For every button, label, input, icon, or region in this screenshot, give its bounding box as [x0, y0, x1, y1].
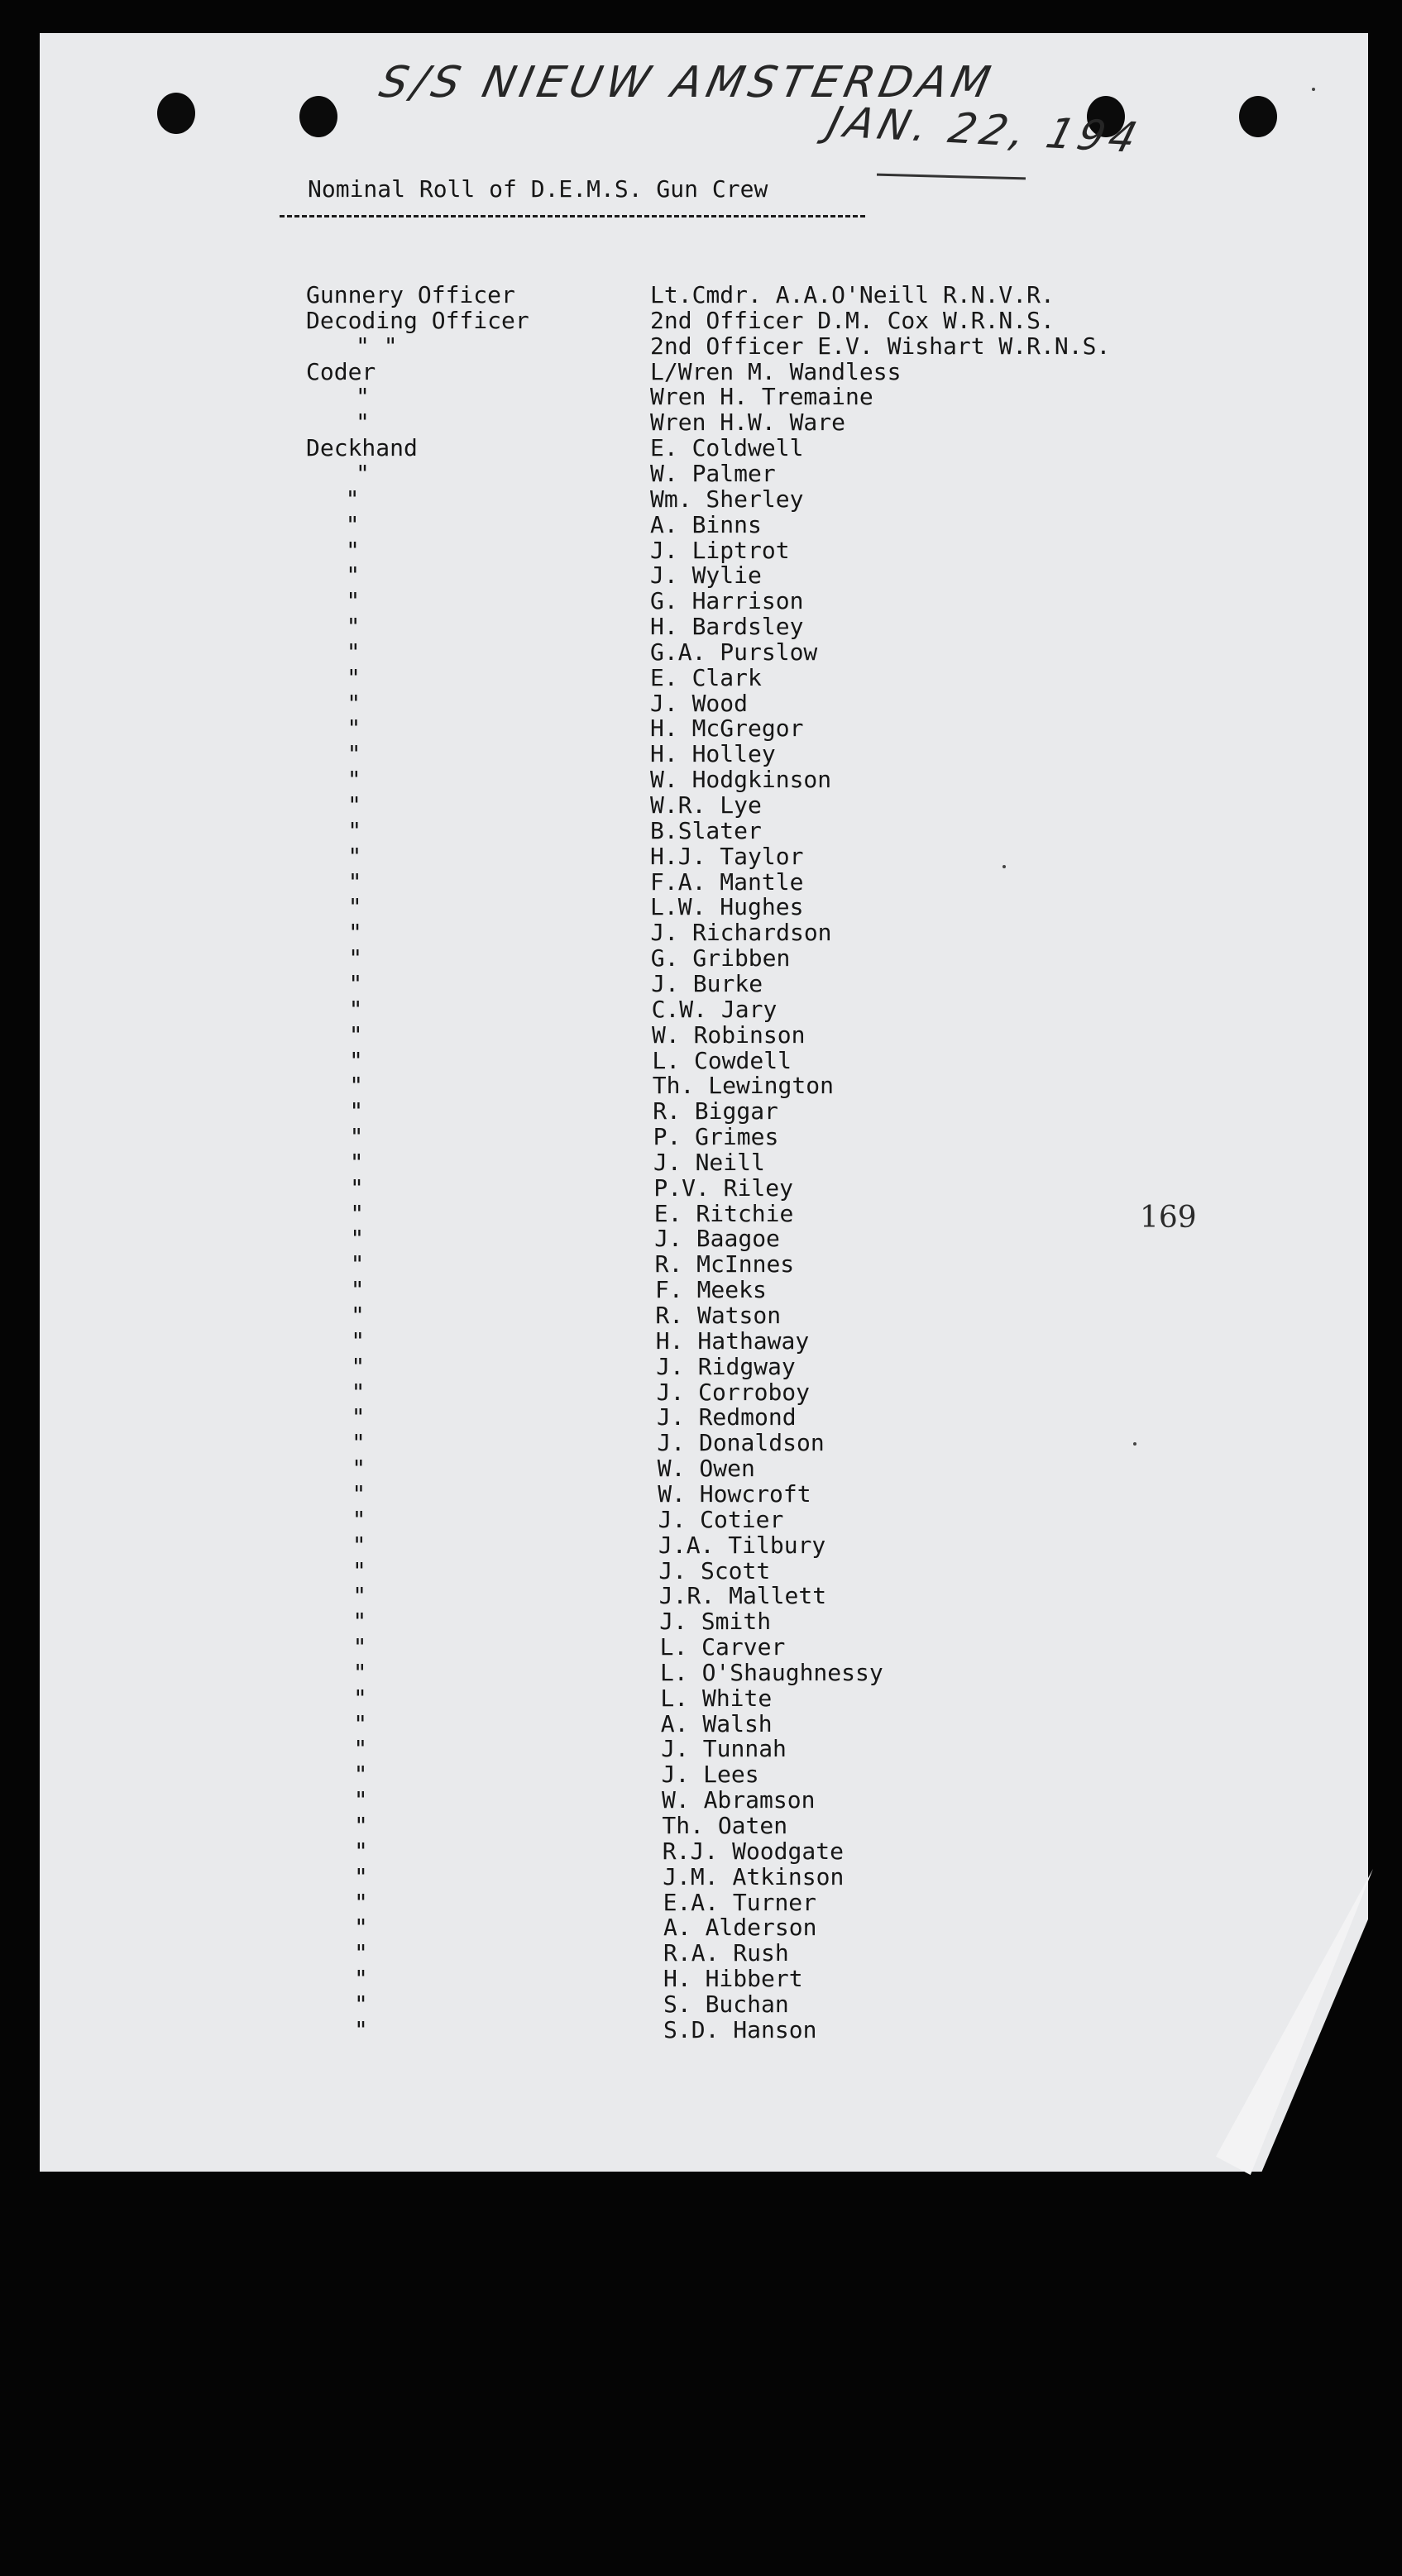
rank-ditto-mark: " — [349, 1072, 364, 1100]
crew-name: L.W. Hughes — [650, 893, 804, 921]
rank-ditto-mark: " — [347, 816, 362, 844]
roll-row — [0, 563, 1402, 588]
rank-ditto-mark: " — [345, 510, 360, 538]
rank-ditto-mark: " — [351, 1352, 366, 1380]
crew-name: L. Cowdell — [652, 1046, 792, 1074]
crew-name: C.W. Jary — [651, 995, 778, 1023]
crew-name: R.A. Rush — [663, 1939, 789, 1967]
crew-name: H.J. Taylor — [650, 842, 804, 870]
crew-name: A. Binns — [650, 510, 762, 538]
roll-row — [0, 946, 1402, 971]
crew-name: W. Owen — [657, 1455, 755, 1483]
crew-name: J. Burke — [651, 969, 763, 997]
roll-row — [0, 1737, 1402, 1761]
crew-name: R.J. Woodgate — [662, 1837, 844, 1865]
crew-name: Th. Oaten — [662, 1812, 788, 1839]
rank-ditto-mark: " — [348, 995, 363, 1023]
crew-name: H. Bardsley — [650, 613, 804, 641]
rank-ditto-mark: " — [350, 1199, 365, 1227]
roll-row — [0, 1967, 1402, 1991]
crew-name: J. Donaldson — [657, 1429, 825, 1457]
roll-row — [0, 742, 1402, 767]
crew-name: S.D. Hanson — [663, 2015, 817, 2043]
rank-ditto-mark: " — [345, 485, 360, 513]
roll-row — [0, 1533, 1402, 1558]
rank-ditto-mark: " — [348, 944, 363, 973]
rank-ditto-mark: " — [349, 1097, 364, 1126]
roll-row — [0, 1635, 1402, 1660]
rank-ditto-mark: " — [346, 536, 360, 564]
rank-ditto-mark: " — [347, 689, 361, 717]
roll-row — [0, 1862, 1402, 1890]
rank-ditto-mark: " — [351, 1302, 365, 1329]
rank-ditto-mark: " — [353, 1709, 368, 1737]
crew-name: H. Holley — [650, 740, 776, 768]
crew-name: G. Gribben — [650, 944, 791, 973]
rank-ditto-mark: " — [346, 587, 361, 615]
rank-ditto-mark: " — [352, 1556, 366, 1584]
crew-name: J.A. Tilbury — [658, 1531, 826, 1559]
crew-name: 2nd Officer E.V. Wishart W.R.N.S. — [650, 332, 1111, 360]
roll-row — [0, 1380, 1402, 1405]
rank-ditto-mark: " — [353, 1761, 368, 1789]
crew-name: W. Abramson — [662, 1786, 816, 1814]
roll-row — [0, 1405, 1402, 1430]
punch-hole-2 — [299, 96, 337, 137]
rank-ditto-mark: " — [349, 1046, 363, 1074]
crew-name: G. Harrison — [650, 587, 804, 615]
crew-name: 2nd Officer D.M. Cox W.R.N.S. — [650, 306, 1055, 334]
rank-ditto-mark: " — [356, 459, 370, 487]
roll-row — [0, 1584, 1402, 1608]
roll-row — [0, 844, 1402, 869]
rank-ditto-mark: " — [354, 1812, 368, 1839]
page-number: 169 — [1140, 1201, 1197, 1235]
rank-ditto-mark: " — [352, 1531, 366, 1559]
crew-name: J. Ridgway — [656, 1352, 796, 1380]
roll-row — [0, 1125, 1402, 1149]
crew-name: H. McGregor — [650, 714, 804, 743]
rank-ditto-mark: " — [350, 1276, 365, 1304]
roll-row — [0, 1046, 1402, 1074]
crew-name: F.A. Mantle — [650, 867, 804, 896]
rank-ditto-mark: " — [346, 638, 361, 666]
roll-row — [0, 461, 1402, 486]
crew-name: A. Alderson — [663, 1914, 817, 1942]
crew-name: W. Palmer — [650, 459, 776, 487]
rank-ditto-mark: " — [351, 1378, 366, 1406]
crew-name: J.R. Mallett — [658, 1582, 827, 1610]
crew-name: E. Coldwell — [650, 434, 804, 462]
roll-row — [0, 1150, 1402, 1175]
rank-ditto-mark: " — [347, 791, 361, 819]
roll-row — [0, 663, 1402, 691]
rank-ditto-mark: " — [354, 1990, 368, 2018]
crew-name: J. Corroboy — [656, 1378, 811, 1406]
roll-row — [0, 1658, 1402, 1686]
crew-name: W. Howcroft — [658, 1479, 811, 1508]
roll-row — [0, 538, 1402, 563]
paper-speck — [1133, 1442, 1136, 1446]
roll-row — [0, 1686, 1402, 1711]
crew-name: Wren H.W. Ware — [650, 409, 846, 437]
rank-ditto-mark: " — [351, 1326, 366, 1355]
rank-ditto-mark: " — [352, 1505, 366, 1533]
rank-ditto-mark: " — [354, 1837, 368, 1865]
crew-name: A. Walsh — [660, 1709, 773, 1737]
roll-row — [0, 691, 1402, 716]
rank-ditto-mark: " — [354, 1965, 368, 1993]
crew-name: W.R. Lye — [650, 791, 762, 819]
roll-row — [0, 920, 1402, 945]
rank-ditto-mark: " — [353, 1684, 367, 1712]
handwritten-date: JAN. 22, 194 — [822, 98, 1147, 162]
roll-row — [0, 1556, 1402, 1584]
rank-ditto-mark: " — [352, 1633, 367, 1661]
page-title: Nominal Roll of D.E.M.S. Gun Crew — [308, 175, 768, 203]
roll-row — [0, 487, 1402, 512]
roll-row — [0, 640, 1402, 665]
rank-ditto-mark: " — [352, 1429, 366, 1457]
rank-label: Gunnery Officer — [306, 281, 515, 308]
crew-name: E.A. Turner — [663, 1888, 817, 1916]
roll-row — [0, 895, 1402, 920]
rank-ditto-mark: " — [347, 663, 361, 691]
roll-row — [0, 2015, 1402, 2043]
crew-name: R. Watson — [655, 1302, 782, 1329]
crew-name: W. Hodgkinson — [650, 766, 832, 794]
roll-row — [0, 334, 1402, 359]
roll-row — [0, 867, 1402, 896]
roll-row — [0, 1992, 1402, 2017]
roll-row — [0, 1479, 1402, 1508]
roll-row — [0, 969, 1402, 997]
crew-name: J. Richardson — [650, 919, 832, 947]
crew-name: B.Slater — [650, 816, 762, 844]
crew-name: L/Wren M. Wandless — [650, 357, 902, 385]
crew-name: Lt.Cmdr. A.A.O'Neill R.N.V.R. — [650, 281, 1055, 308]
crew-name: H. Hibbert — [663, 1965, 803, 1993]
rank-ditto-mark: " — [347, 766, 361, 794]
rank-ditto-mark: " — [348, 919, 362, 947]
roll-row — [0, 997, 1402, 1022]
rank-ditto-mark: " " — [356, 332, 398, 360]
rank-ditto-mark: " — [356, 383, 370, 411]
rank-ditto-mark: " — [346, 562, 361, 590]
rank-label: Decoding Officer — [306, 306, 529, 334]
rank-ditto-mark: " — [352, 1582, 367, 1610]
rank-ditto-mark: " — [352, 1608, 367, 1636]
roll-row — [0, 1278, 1402, 1302]
roll-row — [0, 614, 1402, 639]
paper-speck — [1312, 88, 1315, 91]
rank-ditto-mark: " — [349, 1123, 364, 1151]
rank-ditto-mark: " — [347, 893, 362, 921]
crew-name: Wren H. Tremaine — [650, 383, 873, 411]
rank-ditto-mark: " — [352, 1658, 367, 1686]
crew-name: E. Ritchie — [653, 1199, 794, 1227]
roll-row — [0, 436, 1402, 461]
rank-ditto-mark: " — [347, 740, 361, 768]
crew-name: Wm. Sherley — [650, 485, 804, 513]
crew-name: J. Smith — [659, 1608, 772, 1636]
crew-name: J. Cotier — [658, 1505, 784, 1533]
crew-name: J. Liptrot — [650, 536, 790, 564]
rank-ditto-mark: " — [347, 842, 362, 870]
rank-ditto-mark: " — [354, 1914, 368, 1942]
crew-name: L. Carver — [659, 1633, 786, 1661]
rank-ditto-mark: " — [348, 1020, 363, 1049]
roll-row — [0, 767, 1402, 792]
roll-row — [0, 793, 1402, 818]
handwritten-ship-name: S/S NIEUW AMSTERDAM — [375, 58, 1000, 108]
rank-label: Coder — [306, 357, 376, 385]
rank-ditto-mark: " — [354, 1862, 368, 1890]
roll-row — [0, 1099, 1402, 1124]
roll-row — [0, 716, 1402, 741]
rank-ditto-mark: " — [350, 1250, 365, 1278]
roll-row — [0, 385, 1402, 409]
crew-name: J. Wood — [650, 689, 749, 717]
roll-row — [0, 1020, 1402, 1049]
crew-name: J. Wylie — [650, 562, 762, 590]
roll-row — [0, 1352, 1402, 1380]
crew-name: P.V. Riley — [653, 1173, 793, 1202]
crew-name: G.A. Purslow — [650, 638, 818, 666]
rank-ditto-mark: " — [347, 867, 362, 896]
roll-row — [0, 816, 1402, 844]
rank-ditto-mark: " — [347, 714, 361, 743]
roll-row — [0, 1252, 1402, 1277]
roll-row — [0, 1839, 1402, 1864]
roll-row — [0, 1456, 1402, 1481]
roll-row — [0, 1915, 1402, 1940]
roll-row — [0, 1788, 1402, 1813]
rank-ditto-mark: " — [348, 969, 363, 997]
roll-row — [0, 1431, 1402, 1455]
rank-ditto-mark: " — [356, 409, 370, 437]
roll-row — [0, 1814, 1402, 1838]
crew-name: R. Biggar — [653, 1097, 778, 1126]
punch-hole-4 — [1239, 96, 1277, 137]
roll-row — [0, 410, 1402, 435]
roll-row — [0, 1073, 1402, 1098]
crew-name: E. Clark — [650, 663, 762, 691]
rank-ditto-mark: " — [351, 1403, 366, 1431]
rank-ditto-mark: " — [354, 2015, 368, 2043]
rank-ditto-mark: " — [350, 1225, 365, 1253]
roll-row — [0, 1303, 1402, 1328]
rank-ditto-mark: " — [353, 1735, 368, 1763]
crew-name: J. Scott — [658, 1556, 771, 1584]
crew-name: H. Hathaway — [655, 1326, 810, 1355]
roll-row — [0, 283, 1402, 308]
rank-label: Deckhand — [306, 434, 418, 462]
crew-name: J. Tunnah — [661, 1735, 787, 1763]
rank-ditto-mark: " — [353, 1786, 368, 1814]
roll-row — [0, 1890, 1402, 1915]
roll-row — [0, 1173, 1402, 1202]
punch-hole-1 — [157, 93, 195, 134]
crew-name: F. Meeks — [655, 1276, 767, 1304]
roll-row — [0, 1505, 1402, 1533]
paper-speck — [1002, 865, 1006, 868]
crew-name: Th. Lewington — [652, 1072, 834, 1100]
roll-row — [0, 1609, 1402, 1634]
rank-ditto-mark: " — [354, 1939, 368, 1967]
crew-name: S. Buchan — [663, 1990, 789, 2018]
rank-ditto-mark: " — [349, 1148, 364, 1176]
rank-ditto-mark: " — [354, 1888, 368, 1916]
crew-name: L. O'Shaughnessy — [660, 1658, 883, 1686]
rank-ditto-mark: " — [352, 1455, 366, 1483]
crew-name: P. Grimes — [653, 1123, 779, 1151]
title-underline — [280, 215, 865, 217]
roll-row — [0, 1941, 1402, 1966]
roll-row — [0, 1326, 1402, 1355]
roll-row — [0, 308, 1402, 333]
crew-name: W. Robinson — [652, 1020, 806, 1049]
rank-ditto-mark: " — [346, 613, 361, 641]
roll-row — [0, 357, 1402, 385]
rank-ditto-mark: " — [352, 1479, 366, 1508]
crew-name: J. Baagoe — [654, 1225, 780, 1253]
crew-name: J. Redmond — [657, 1403, 797, 1431]
roll-row — [0, 1762, 1402, 1787]
crew-name: J.M. Atkinson — [663, 1862, 845, 1890]
crew-name: J. Neill — [653, 1148, 765, 1176]
rank-ditto-mark: " — [350, 1173, 364, 1202]
crew-name: R. McInnes — [654, 1250, 795, 1278]
roll-row — [0, 1709, 1402, 1737]
roll-row — [0, 589, 1402, 614]
crew-name: J. Lees — [661, 1761, 759, 1789]
roll-row — [0, 510, 1402, 538]
crew-name: L. White — [660, 1684, 773, 1712]
